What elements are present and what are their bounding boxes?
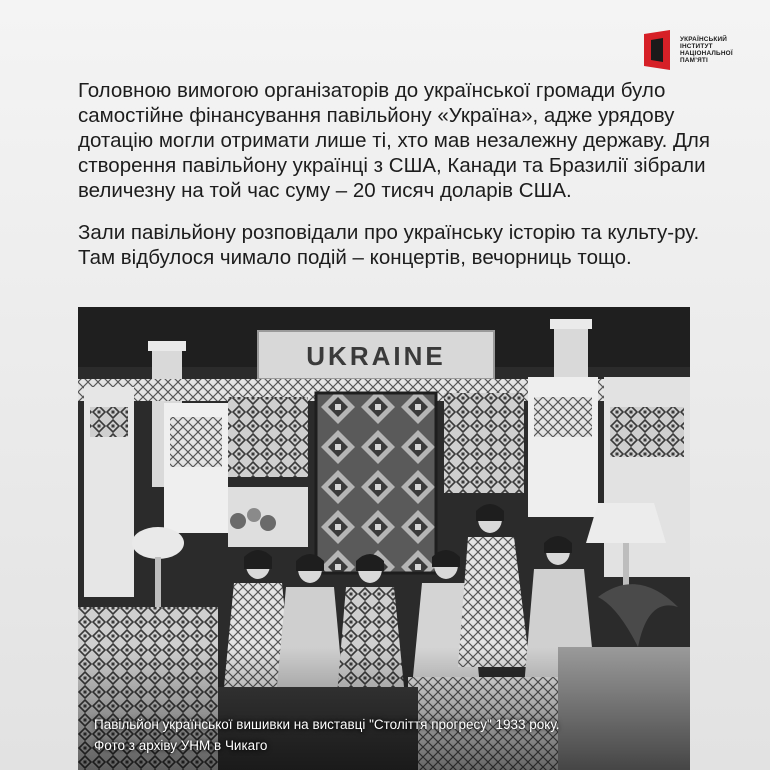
pavilion-photo-image [78,307,690,770]
paragraph-2: Зали павільйону розповідали про українську історію та культу-ру. Там відбулося чимало подій – концертів, вечорниць тощо. [78,221,700,269]
article-text [78,78,710,287]
institute-logo [642,30,752,70]
photo-caption [94,714,678,756]
archive-photo [78,307,690,770]
uinp-logo-icon [642,30,672,70]
logo-line: НАЦІОНАЛЬНОЇ [680,50,733,57]
caption-line-1: Павільйон української вишивки на виставці "Століття прогресу" 1933 року. [94,717,560,732]
logo-line: УКРАЇНСЬКИЙ [680,35,728,43]
logo-line: ПАМ’ЯТІ [680,57,708,65]
ukraine-sign: UKRAINE [306,341,446,371]
logo-text [680,36,752,65]
logo-line: ІНСТИТУТ [680,42,713,50]
caption-line-2: Фото з архіву УНМ в Чикаго [94,738,268,753]
paragraph-1: Головною вимогою організаторів до української громади було самостійне фінансування павільйону «Україна», адже урядову дотацію могли отримати лише ті, хто мав незалежну державу. Для створення павільйону українці з США, Канади та Бразилії зібрали величезну на той час суму – 20 тисяч доларів США. [78,79,710,202]
